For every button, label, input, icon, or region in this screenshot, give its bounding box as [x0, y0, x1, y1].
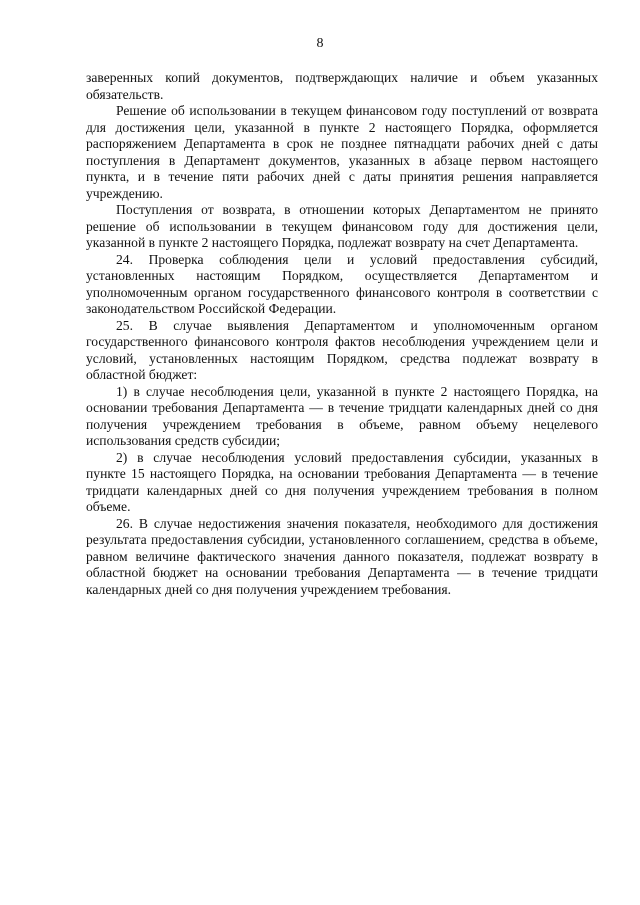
- text-line: пункте 15 настоящего Порядка, на основании требования Департамента — в течение: [86, 466, 598, 481]
- text-line: государственного финансового контроля фактов несоблюдения учреждением цели и: [86, 334, 598, 349]
- text-line: получения учреждением требования в объеме, равном объему нецелевого: [86, 416, 598, 432]
- text-line: результата предоставления субсидии, установленного соглашением, средства в объеме,: [86, 532, 598, 547]
- text-line: основании требования Департамента — в течение тридцати календарных дней со дня: [86, 400, 598, 415]
- text-line: указанной в пункте 2 настоящего Порядка, подлежат возврату на счет Департамента.: [86, 235, 579, 250]
- text-line: календарных дней со дня получения учреждением требования.: [86, 581, 452, 597]
- text-line: областной бюджет на основании требования Департамента — в течение тридцати: [86, 565, 598, 580]
- text-line: Поступления от возврата, в отношении которых Департаментом не принято: [116, 202, 598, 217]
- paragraph-item-26: [86, 516, 598, 599]
- paragraph-continuation: [86, 70, 598, 103]
- text-line: тридцати календарных дней со дня получения учреждением требования в полном: [86, 482, 598, 498]
- text-line: 25. В случае выявления Департаментом и уполномоченным органом: [116, 317, 598, 333]
- text-line: областной бюджет:: [86, 367, 198, 382]
- text-line: распоряжением Департамента в срок не позднее пятнадцати рабочих дней с даты: [86, 136, 598, 151]
- text-line: законодательством Российской Федерации.: [86, 301, 337, 316]
- text-line: пункта, и в течение пяти рабочих дней с даты принятия решения направляется: [86, 169, 598, 184]
- page-number: 8: [316, 36, 324, 51]
- paragraph-item-24: [86, 252, 598, 318]
- text-line: 24. Проверка соблюдения цели и условий предоставления субсидий,: [116, 251, 598, 267]
- text-line: уполномоченным органом государственного финансового контроля в соответствии с: [86, 284, 598, 300]
- text-line: условий, установленных настоящим Порядком, средства подлежат возврату в: [86, 350, 598, 366]
- text-line: использования средств субсидии;: [86, 433, 281, 448]
- text-line: решение об использовании в текущем финансовом году для достижения цели,: [86, 218, 598, 234]
- paragraph-decision: [86, 103, 598, 202]
- text-line: равном величине фактического значения данного показателя, подлежат возврату в: [86, 548, 598, 564]
- text-line: для достижения цели, указанной в пункте 2 настоящего Порядка, оформляется: [86, 119, 598, 135]
- text-line: установленных настоящим Порядком, осуществляется Департаментом и: [86, 268, 598, 283]
- text-line: объеме.: [86, 499, 131, 514]
- document-body: [86, 70, 598, 598]
- paragraph-subitem-1: [86, 384, 598, 450]
- text-line: 1) в случае несоблюдения цели, указанной в пункте 2 настоящего Порядка, на: [116, 383, 598, 399]
- paragraph-item-25: [86, 318, 598, 384]
- paragraph-subitem-2: [86, 450, 598, 516]
- paragraph-returns: [86, 202, 598, 252]
- text-line: заверенных копий документов, подтверждающих наличие и объем указанных: [86, 70, 598, 85]
- text-line: Решение об использовании в текущем финансовом году поступлений от возврата: [116, 103, 598, 118]
- text-line: 26. В случае недостижения значения показателя, необходимого для достижения: [116, 515, 598, 531]
- text-line: обязательств.: [86, 86, 164, 102]
- text-line: 2) в случае несоблюдения условий предоставления субсидии, указанных в: [116, 449, 598, 465]
- text-line: поступления в Департамент документов, указанных в абзаце первом настоящего: [86, 152, 598, 168]
- text-line: учреждению.: [86, 185, 163, 201]
